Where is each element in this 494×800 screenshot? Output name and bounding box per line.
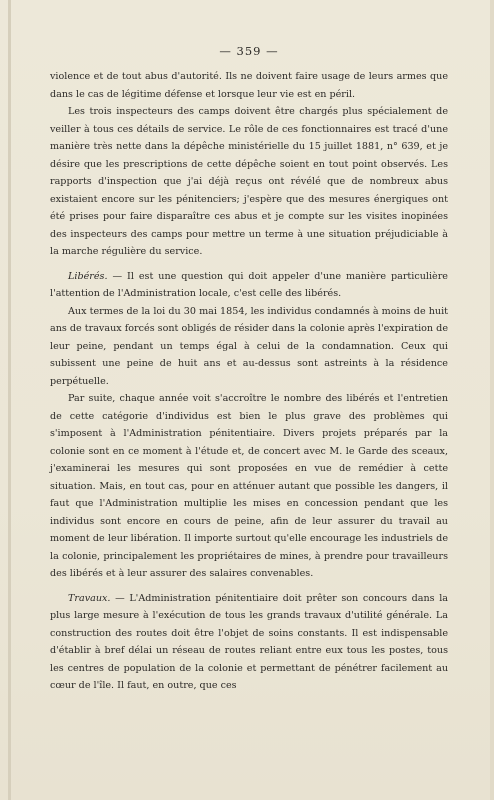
- paragraph-text: Aux termes de la loi du 30 mai 1854, les individus condamnés à moins de huit ans de travaux forcés sont obligés de résider dans la colonie après l'expiration de leur peine, pendant un temps égal à celui de la condamnation. Ceux qui subissent une peine de huit ans et au-dessus sont astreints à la résidence perpétuelle.: [50, 305, 448, 387]
- paragraph-text: Par suite, chaque année voit s'accroître le nombre des libérés et l'entretien de cette catégorie d'individus est bien le plus grave des problèmes qui s'imposent à l'Administration pénitentiaire. Divers projets préparés par la colonie sont en ce moment à l'étude et, de concert avec M. le Garde des sceaux, j'examinerai les mesures qui sont proposées en vue de remédier à cette situation. Mais, en tout cas, pour en atténuer autant que possible les dangers, il faut que l'Administration multiplie les mises en concession pendant que les individus sont encore en cours de peine, afin de leur assurer du travail au moment de leur libération. Il importe surtout qu'elle encourage les industriels de la colonie, principalement les propriétaires de mines, à prendre pour travailleurs des libérés et à leur assurer des salaires convenables.: [50, 393, 448, 579]
- section-heading-liberes: Libérés.: [68, 270, 108, 282]
- paragraph-6: [50, 590, 448, 695]
- section-gap: [50, 261, 448, 268]
- section-gap: [50, 583, 448, 590]
- paragraph-3: [50, 268, 448, 303]
- text-block: [50, 44, 448, 695]
- paragraph-1: [50, 68, 448, 103]
- paragraph-text: violence et de tout abus d'autorité. Ils ne doivent faire usage de leurs armes que dans le cas de légitime défense et lorsque leur vie est en péril.: [50, 71, 448, 100]
- page-number: — 359 —: [219, 44, 279, 58]
- paragraph-text: Les trois inspecteurs des camps doivent être chargés plus spécialement de veiller à tous ces détails de service. Le rôle de ces fonctionnaires est tracé d'une manière très nette dans la dépêche ministérielle du 15 juillet 1881, n° 639, et je désire que les prescriptions de cette dépêche soient en tout point observés. Les rapports d'inspection que j'ai déjà reçus ont révélé que de nombreux abus existaient encore sur les pénitenciers; j'espère que des mesures énergiques ont été prises pour faire disparaître ces abus et je compte sur les visites inopinées des inspecteurs des camps pour mettre un terme à une situation préjudiciable à la marche régulière du service.: [50, 106, 448, 257]
- paragraph-5: [50, 390, 448, 583]
- section-heading-travaux: Travaux.: [68, 592, 111, 604]
- paragraph-2: [50, 103, 448, 261]
- paragraph-text: — Il est une question qui doit appeler d'une manière particulière l'attention de l'Administration locale, c'est celle des libérés.: [50, 270, 448, 299]
- paragraph-text: — L'Administration pénitentiaire doit prêter son concours dans la plus large mesure à l'exécution de tous les grands travaux d'utilité générale. La construction des routes doit être l'objet de soins constants. Il est indispensable d'établir à bref délai un réseau de routes reliant entre eux tous les postes, tous les centres de population de la colonie et permettant de pénétrer facilement au cœur de l'île. Il faut, en outre, que ces: [50, 592, 448, 691]
- paragraph-4: [50, 303, 448, 391]
